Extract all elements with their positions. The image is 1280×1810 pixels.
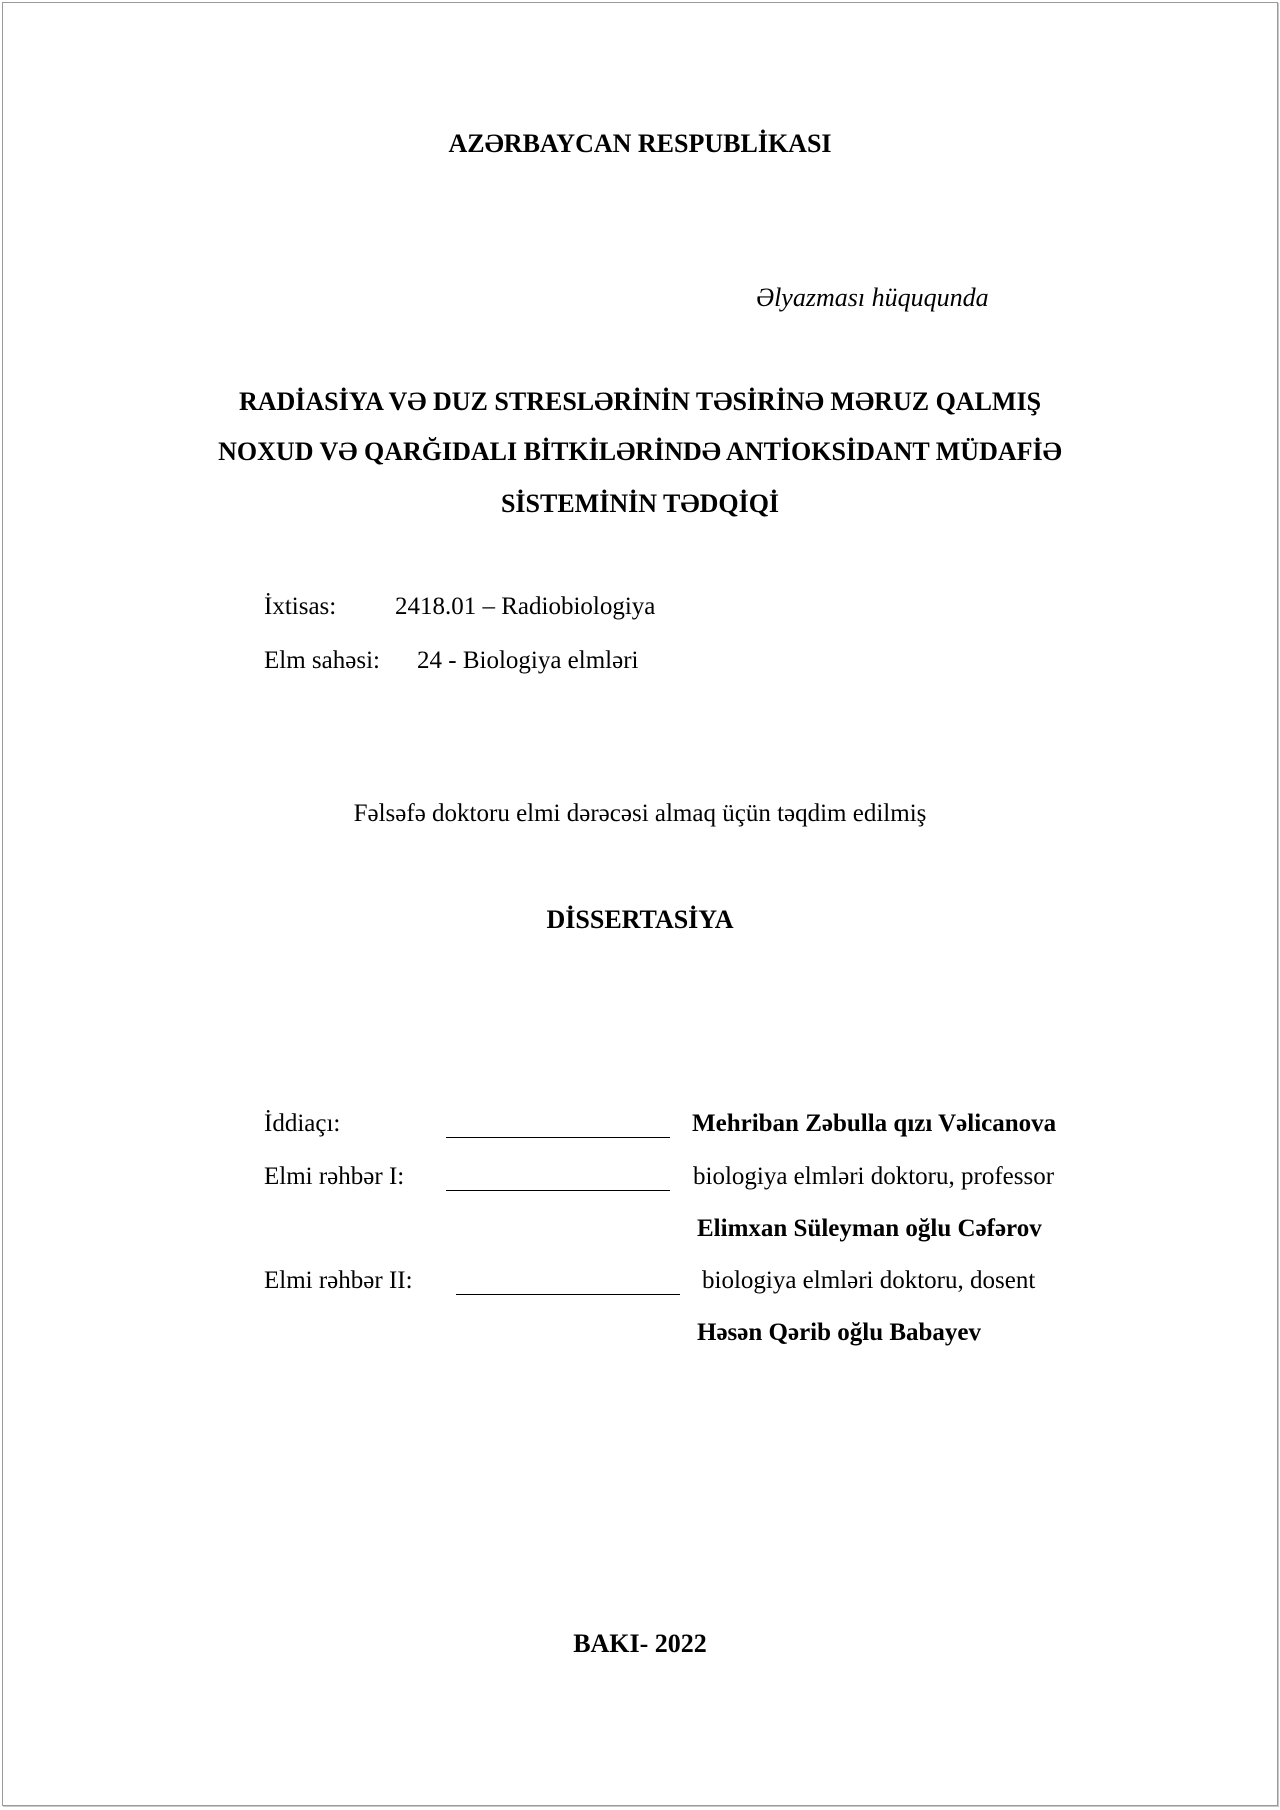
title-line-1: RADİASİYA VƏ DUZ STRESLƏRİNİN TƏSİRİNƏ MƏRUZ QALMIŞ bbox=[238, 387, 1042, 416]
document-type: DİSSERTASİYA bbox=[546, 905, 734, 934]
supervisor1-label: Elmi rəhbər I: bbox=[264, 1163, 405, 1190]
supervisor1-signature-line bbox=[446, 1168, 670, 1196]
field-value: 24 - Biologiya elmləri bbox=[417, 647, 639, 674]
title-line-2: NOXUD VƏ QARĞIDALI BİTKİLƏRİNDƏ ANTİOKSİDANT MÜDAFİƏ bbox=[218, 437, 1062, 466]
supervisor2-signature-line bbox=[456, 1272, 680, 1300]
supervisor1-name: Elimxan Süleyman oğlu Cəfərov bbox=[697, 1215, 1042, 1242]
field-label: Elm sahəsi: bbox=[264, 647, 380, 674]
specialty-label: İxtisas: bbox=[264, 593, 337, 620]
applicant-label: İddiaçı: bbox=[264, 1110, 341, 1137]
specialty-value: 2418.01 – Radiobiologiya bbox=[395, 593, 656, 620]
supervisor1-title: biologiya elmləri doktoru, professor bbox=[693, 1163, 1055, 1190]
supervisor2-title: biologiya elmləri doktoru, dosent bbox=[702, 1267, 1036, 1294]
supervisor2-label: Elmi rəhbər II: bbox=[264, 1267, 413, 1294]
applicant-signature-line bbox=[446, 1115, 670, 1143]
document-page bbox=[2, 2, 1278, 1806]
manuscript-note: Əlyazması hüququnda bbox=[756, 283, 989, 312]
applicant-name: Mehriban Zəbulla qızı Vəlicanova bbox=[692, 1110, 1057, 1137]
country-heading: AZƏRBAYCAN RESPUBLİKASI bbox=[448, 129, 832, 158]
title-line-3: SİSTEMİNİN TƏDQİQİ bbox=[500, 489, 780, 518]
place-year: BAKI- 2022 bbox=[573, 1629, 707, 1658]
degree-statement: Fəlsəfə doktoru elmi dərəcəsi almaq üçün təqdim edilmiş bbox=[353, 800, 927, 827]
supervisor2-name: Həsən Qərib oğlu Babayev bbox=[697, 1319, 982, 1346]
